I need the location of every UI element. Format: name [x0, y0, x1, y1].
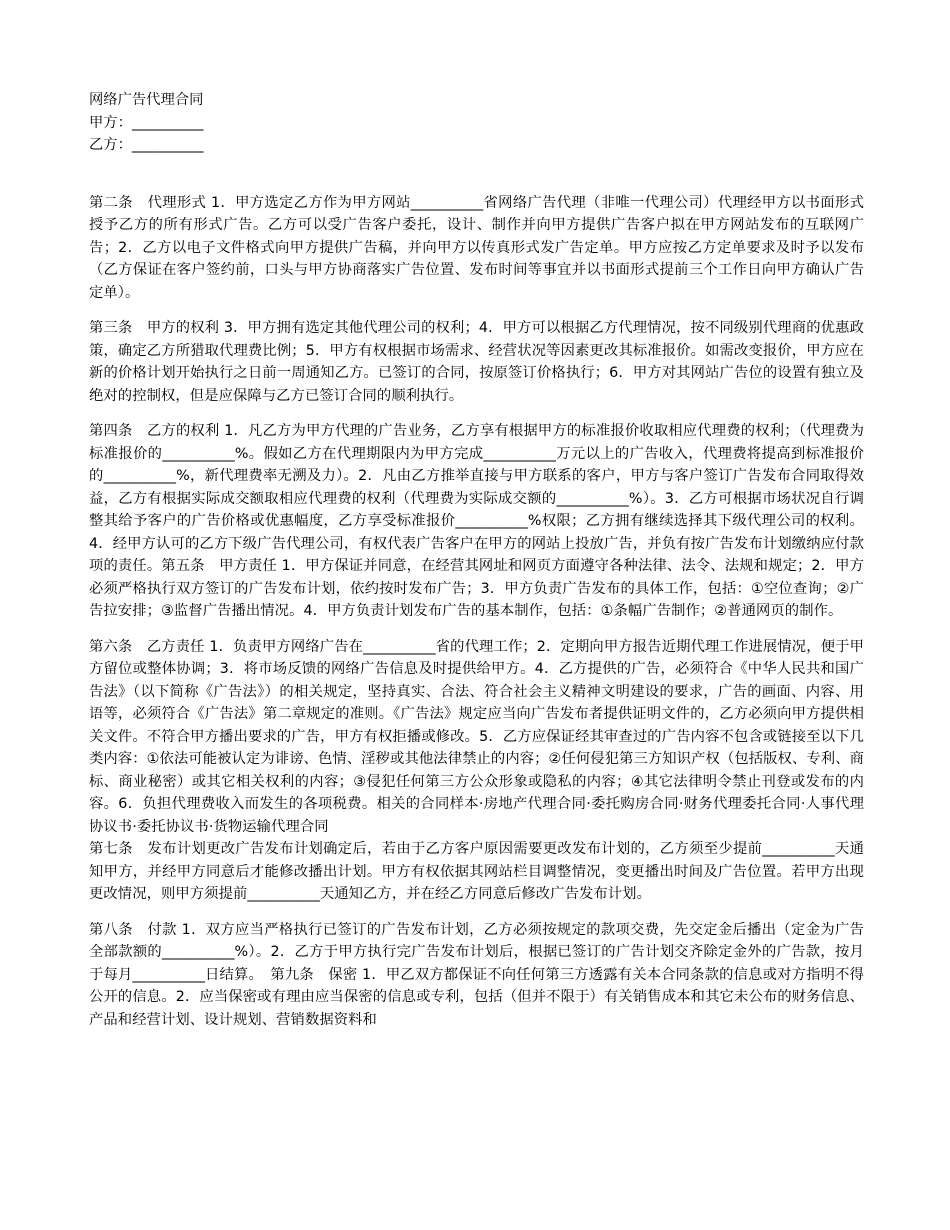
article-3-paragraph: 第三条 甲方的权利 3．甲方拥有选定其他代理公司的权利；4．甲方可以根据乙方代理情况，按不同级别代理商的优惠政策，确定乙方所猎取代理费比例；5．甲方有权根据市场需求、经营状况等因素更改其标准报价。如需改变报价，甲方应在新的价格计划开始执行之日前一周通知乙方。已签订的合同，按原签订价格执行；6．甲方对其网站广告位的设置有独立及绝对的控制权，但是应保障与乙方已签订合同的顺利执行。: [89, 320, 864, 404]
party-b-line: 乙方：__________: [89, 137, 204, 153]
article-6-paragraph: 第六条 乙方责任 1．负责甲方网络广告在__________省的代理工作；2．定期向甲方报告近期代理工作进展情况，便于甲方留位或整体协调；3．将市场反馈的网络广告信息及时提供给甲方。4．乙方提供的广告，必须符合《中华人民共和国广告法》（以下简称《广告法》）的相关规定，坚持真实、合法、符合社会主义精神文明建设的要求，广告的画面、内容、用语等，必须符合《广告法》第二章规定的准则。《广告法》规定应当向广告发布者提供证明文件的，乙方必须向甲方提供相关文件。不符合甲方播出要求的广告，甲方有权拒播或修改。5．乙方应保证经其审查过的广告内容不包含或链接至以下几类内容：①依法可能被认定为诽谤、色情、淫秽或其他法律禁止的内容；②任何侵犯第三方知识产权（包括版权、专利、商标、商业秘密）或其它相关权利的内容；③侵犯任何第三方公众形象或隐私的内容；④其它法律明令禁止刊登或发布的内容。6．负担代理费收入而发生的各项税费。相关的合同样本·房地产代理合同·委托购房合同·财务代理委托合同·人事代理协议书·委托协议书·货物运输代理合同: [89, 638, 864, 835]
spacer: [89, 157, 864, 192]
article-2-paragraph: 第二条 代理形式 1．甲方选定乙方作为甲方网站__________省网络广告代理（非唯一代理公司）代理经甲方以书面形式授予乙方的所有形式广告。乙方可以受广告客户委托，设计、制作并向甲方提供广告客户拟在甲方网站发布的互联网广告；2．乙方以电子文件格式向甲方提供广告稿，并向甲方以传真形式发广告定单。甲方应按乙方定单要求及时予以发布（乙方保证在客户签约前，口头与甲方协商落实广告位置、发布时间等事宜并以书面形式提前三个工作日向甲方确认广告定单）。: [89, 194, 864, 301]
article-7-paragraph: 第七条 发布计划更改广告发布计划确定后，若由于乙方客户原因需要更改发布计划的，乙方须至少提前__________天通知甲方，并经甲方同意后才能修改播出计划。甲方有权依据其网站栏目调整情况，变更播出时间及广告位置。若甲方出现更改情况，则甲方须提前__________天通知乙方，并在经乙方同意后修改广告发布计划。: [89, 841, 864, 902]
document-page: [89, 89, 864, 1044]
document-title: 网络广告代理合同: [89, 92, 204, 108]
document-header: [89, 89, 864, 157]
article-4-5-paragraph: 第四条 乙方的权利 1．凡乙方为甲方代理的广告业务，乙方享有根据甲方的标准报价收取相应代理费的权利；（代理费为标准报价的__________%。假如乙方在代理期限内为甲方完成__________万元以上的广告收入，代理费将提高到标准报价的__________%，新代理费率无溯及力）。2．凡由乙方推举直接与甲方联系的客户，甲方与客户签订广告发布合同取得效益，乙方有根据实际成交额取相应代理费的权利（代理费为实际成交额的__________%）。3．乙方可根据市场状况自行调整其给予客户的广告价格或优惠幅度，乙方享受标准报价__________%权限；乙方拥有继续选择其下级代理公司的权利。4．经甲方认可的乙方下级广告代理公司，有权代表广告客户在甲方的网站上投放广告，并负有按广告发布计划缴纳应付款项的责任。第五条 甲方责任 1．甲方保证并同意，在经营其网址和网页方面遵守各种法律、法令、法规和规定；2．甲方必须严格执行双方签订的广告发布计划，依约按时发布广告；3．甲方负责广告发布的具体工作，包括：①空位查询；②广告拉安排；③监督广告播出情况。4．甲方负责计划发布广告的基本制作，包括：①条幅广告制作；②普通网页的制作。: [89, 423, 864, 619]
article-8-9-paragraph: 第八条 付款 1．双方应当严格执行已签订的广告发布计划，乙方必须按规定的款项交费，先交定金后播出（定金为广告全部款额的__________%）。2．乙方于甲方执行完广告发布计划后，根据已签订的广告计划交齐除定金外的广告款，按月于每月__________日结算。 第九条 保密 1．甲乙双方都保证不向任何第三方透露有关本合同条款的信息或对方指明不得公开的信息。2．应当保密或有理由应当保密的信息或专利，包括（但并不限于）有关销售成本和其它未公布的财务信息、产品和经营计划、设计规划、营销数据资料和: [89, 921, 864, 1028]
party-a-line: 甲方：__________: [89, 114, 204, 131]
